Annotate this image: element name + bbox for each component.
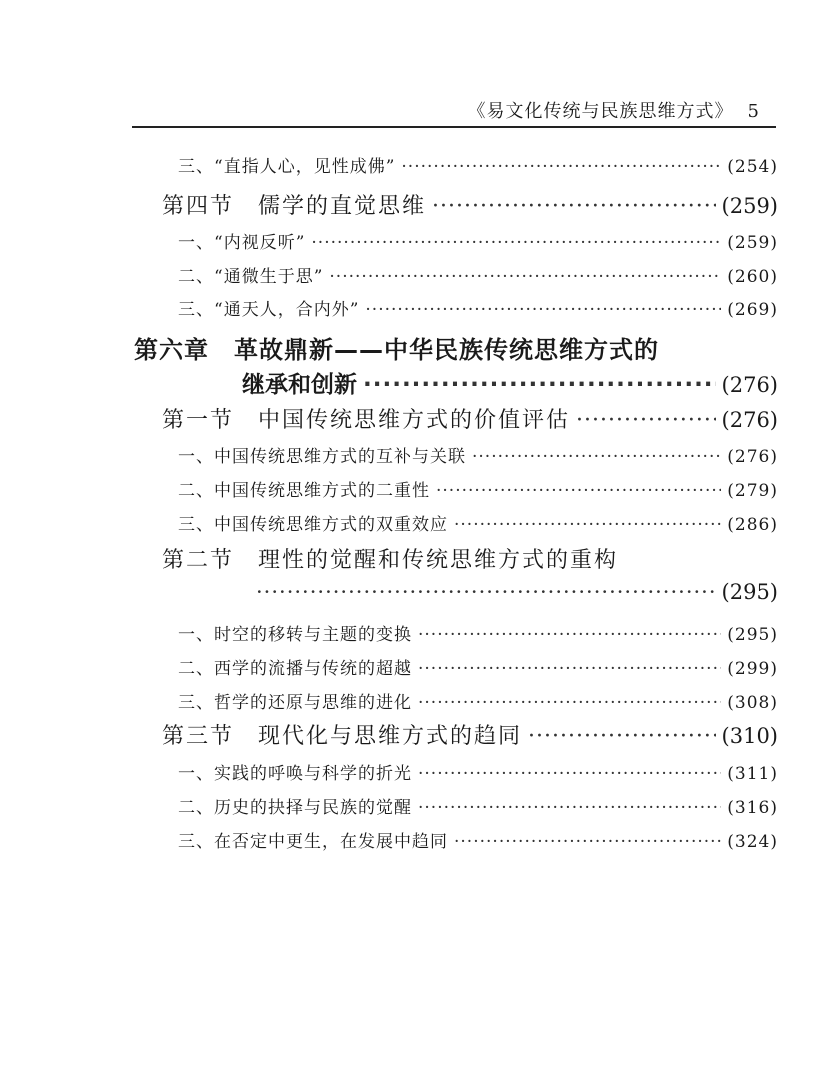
toc-entry-page: (259)	[727, 233, 778, 253]
toc-entry	[178, 827, 778, 852]
page-number: 5	[747, 101, 760, 122]
toc-entry-title: 二、历史的抉择与民族的觉醒	[178, 798, 412, 818]
toc-entry-title: 二、“通微生于思”	[178, 267, 324, 287]
toc-entry	[178, 688, 778, 713]
toc-section	[250, 580, 778, 604]
leader-dots	[365, 300, 721, 320]
header-rule	[132, 126, 776, 128]
toc-entry-title: 三、中国传统思维方式的双重效应	[178, 515, 448, 535]
leader-dots	[472, 447, 721, 467]
toc-entry-title: 三、“通天人，合内外”	[178, 300, 360, 320]
leader-dots	[418, 764, 721, 784]
leader-dots	[418, 693, 721, 713]
toc-section-page: (259)	[721, 194, 778, 218]
toc-entry	[178, 510, 778, 535]
toc-entry-page: (308)	[727, 693, 778, 713]
leader-dots	[256, 580, 716, 604]
toc-entry-title: 三、哲学的还原与思维的进化	[178, 693, 412, 713]
toc-section	[162, 719, 778, 750]
leader-dots	[436, 481, 721, 501]
toc-entry-page: (299)	[727, 659, 778, 679]
toc-chapter	[242, 366, 778, 399]
toc-entry-title: 三、“直指人心，见性成佛”	[178, 157, 396, 177]
leader-dots	[418, 625, 721, 645]
toc-entry-title: 二、西学的流播与传统的超越	[178, 659, 412, 679]
toc-entry	[178, 759, 778, 784]
toc-section-title: 第一节 中国传统思维方式的价值评估	[162, 408, 571, 433]
leader-dots	[311, 233, 721, 253]
leader-dots	[401, 157, 721, 177]
toc-entry-page: (279)	[727, 481, 778, 501]
leader-dots	[454, 832, 721, 852]
toc-entry-page: (311)	[727, 764, 778, 784]
toc-section-title: 第四节 儒学的直觉思维	[162, 194, 427, 219]
toc-entry-page: (260)	[727, 267, 778, 287]
toc-entry-page: (286)	[727, 515, 778, 535]
leader-dots	[576, 408, 716, 433]
toc-section-page: (295)	[721, 580, 778, 604]
toc-entry-title: 一、中国传统思维方式的互补与关联	[178, 447, 466, 467]
leader-dots	[528, 724, 716, 749]
running-header	[0, 97, 760, 123]
leader-dots	[454, 515, 721, 535]
toc-entry	[178, 228, 778, 253]
toc-section-page: (276)	[721, 408, 778, 432]
toc-entry-title: 二、中国传统思维方式的二重性	[178, 481, 430, 501]
toc-entry-title: 一、实践的呼唤与科学的折光	[178, 764, 412, 784]
toc-entry-page: (316)	[727, 798, 778, 818]
leader-dots	[329, 267, 721, 287]
leader-dots	[418, 798, 721, 818]
book-title: 《易文化传统与民族思维方式》	[467, 101, 734, 122]
toc-entry	[178, 654, 778, 679]
toc-entry	[178, 152, 778, 177]
toc-entry-page: (324)	[727, 832, 778, 852]
leader-dots	[432, 194, 716, 219]
leader-dots	[418, 659, 721, 679]
chapter-title: 第六章 革故鼎新——中华民族传统思维方式的	[134, 336, 659, 364]
toc-entry-page: (254)	[727, 157, 778, 177]
toc-entry-page: (269)	[727, 300, 778, 320]
toc-section-page: (310)	[721, 724, 778, 748]
toc-entry-title: 三、在否定中更生，在发展中趋同	[178, 832, 448, 852]
toc-chapter-page: (276)	[721, 373, 778, 397]
leader-dots	[363, 372, 716, 398]
toc-entry-title: 一、“内视反听”	[178, 233, 306, 253]
toc-section-title: 第三节 现代化与思维方式的趋同	[162, 724, 523, 749]
toc-entry-page: (276)	[727, 447, 778, 467]
toc-entry	[178, 476, 778, 501]
toc-entry	[178, 793, 778, 818]
toc-section-title: 第二节 理性的觉醒和传统思维方式的重构	[162, 548, 619, 573]
toc-entry	[178, 620, 778, 645]
toc-entry-page: (295)	[727, 625, 778, 645]
toc-section	[162, 189, 778, 220]
toc-entry	[178, 295, 778, 320]
toc-section	[162, 403, 778, 434]
chapter-title-continued: 继承和创新	[242, 372, 357, 398]
toc-entry-title: 一、时空的移转与主题的变换	[178, 625, 412, 645]
toc-entry	[178, 262, 778, 287]
toc-entry	[178, 442, 778, 467]
